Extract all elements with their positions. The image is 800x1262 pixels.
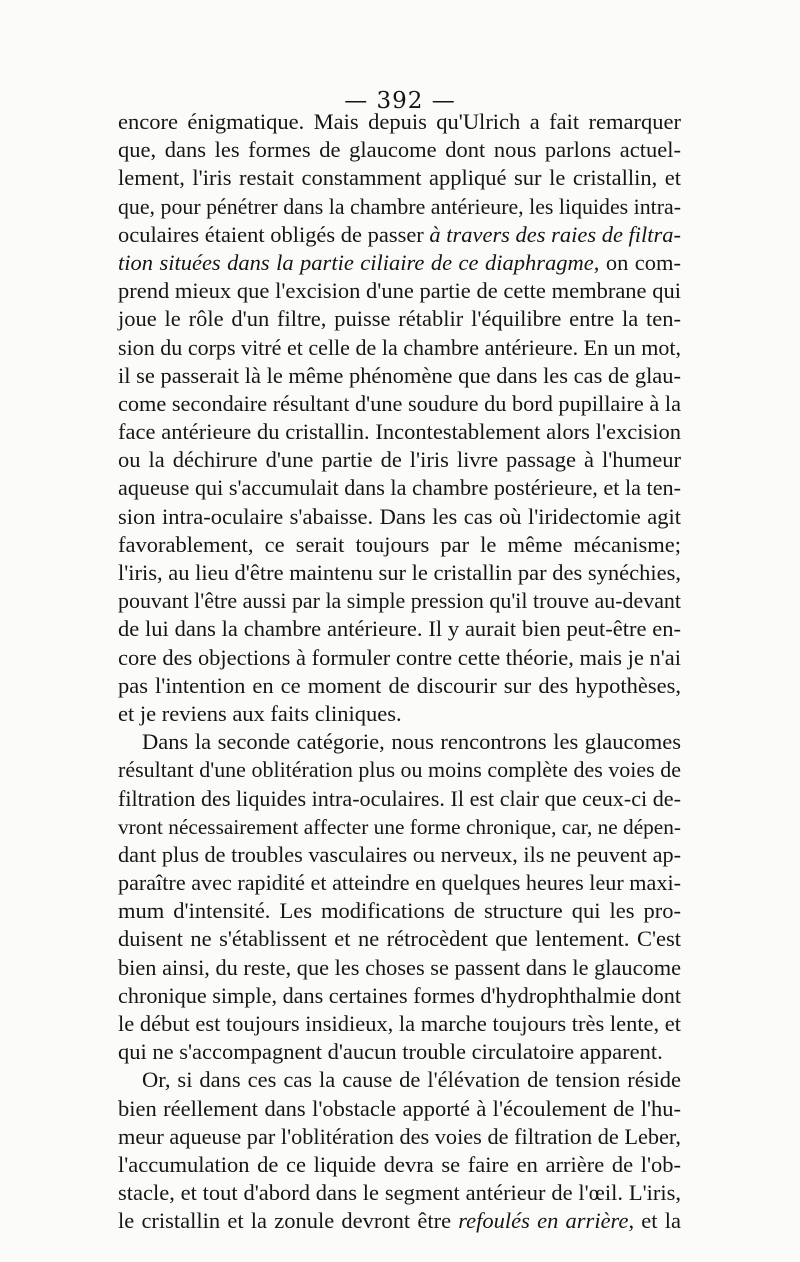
line-text: joue le rôle d'un filtre, puisse rétablir l'équilibre entre la ten- (118, 306, 681, 332)
line-text: sion intra-oculaire s'abaisse. Dans les cas où l'iridectomie agit (118, 503, 681, 529)
line-text: l'accumulation de ce liquide devra se faire en arrière de l'ob- (118, 1151, 681, 1177)
text-line (118, 1095, 681, 1123)
line-text: Or, si dans ces cas la cause de l'élévation de tension réside (142, 1067, 681, 1093)
text-line (118, 390, 681, 418)
text-line (118, 249, 681, 277)
line-text: oculaires étaient obligés de passer (118, 221, 430, 247)
text-line (118, 1179, 681, 1207)
line-text: il se passerait là le même phénomène que dans les cas de glau- (118, 362, 681, 388)
line-text: le cristallin et la zonule devront être (118, 1208, 459, 1234)
text-line (118, 221, 681, 249)
text-line (118, 277, 681, 305)
text-line (118, 164, 681, 192)
line-text: qui ne s'accompagnent d'aucun trouble circulatoire apparent. (118, 1039, 663, 1065)
line-text: duisent ne s'établissent et ne rétrocèdent que lentement. C'est (118, 926, 681, 952)
text-line (118, 925, 681, 953)
line-text: filtration des liquides intra-oculaires. Il est clair que ceux-ci de- (118, 785, 681, 811)
line-text: favorablement, ce serait toujours par le même mécanisme; (118, 531, 681, 557)
text-line (118, 531, 681, 559)
line-text: prend mieux que l'excision d'une partie de cette membrane qui (118, 278, 681, 304)
italic-text: tion situées dans la partie ciliaire de ce diaphragme (118, 249, 594, 275)
text-line (118, 700, 681, 728)
line-text: lement, l'iris restait constamment appliqué sur le cristallin, et (118, 165, 681, 191)
line-text: le début est toujours insidieux, la marche toujours très lente, et (118, 1011, 681, 1036)
line-text: , on com- (593, 249, 681, 275)
text-line (118, 982, 681, 1010)
text-line (118, 108, 681, 136)
line-text: et je reviens aux faits cliniques. (118, 700, 402, 726)
text-line (118, 474, 681, 502)
text-line (118, 587, 681, 615)
line-text: come secondaire résultant d'une soudure du bord pupillaire à la (118, 390, 681, 416)
text-line (118, 672, 681, 700)
line-text: meur aqueuse par l'oblitération des voies de filtration de Leber, (118, 1123, 681, 1149)
text-line (118, 813, 681, 841)
text-line (118, 362, 681, 390)
text-line (118, 418, 681, 446)
line-text: Dans la seconde catégorie, nous rencontrons les glaucomes (142, 729, 681, 755)
body-text (118, 108, 681, 1236)
line-text: mum d'intensité. Les modifications de structure qui les pro- (118, 898, 681, 924)
line-text: que, pour pénétrer dans la chambre antérieure, les liquides intra- (118, 194, 681, 219)
text-line (118, 503, 681, 531)
text-line (118, 1207, 681, 1235)
line-text: aqueuse qui s'accumulait dans la chambre postérieure, et la ten- (118, 475, 681, 501)
text-line (118, 559, 681, 587)
line-text: encore énigmatique. Mais depuis qu'Ulrich a fait remarquer (118, 109, 681, 134)
text-line (118, 136, 681, 164)
line-text: face antérieure du cristallin. Incontestablement alors l'excision (118, 419, 681, 445)
text-line (118, 615, 681, 643)
text-line (118, 897, 681, 925)
text-line (118, 644, 681, 672)
line-text: résultant d'une oblitération plus ou moins complète des voies de (118, 757, 681, 783)
line-text: bien ainsi, du reste, que les choses se passent dans le glaucome (118, 954, 681, 980)
text-line (118, 305, 681, 333)
italic-text: à travers des raies de filtra- (429, 221, 681, 247)
page-number: — 392 — (344, 88, 456, 114)
line-text: chronique simple, dans certaines formes d'hydrophthalmie dont (118, 982, 681, 1008)
text-line (118, 1010, 681, 1038)
text-line (118, 869, 681, 897)
line-text: stacle, et tout d'abord dans le segment antérieur de l'œil. L'iris, (118, 1180, 681, 1206)
text-line (118, 756, 681, 784)
text-line (118, 1151, 681, 1179)
text-line (118, 1066, 681, 1094)
line-text: de lui dans la chambre antérieure. Il y aurait bien peut-être en- (118, 616, 681, 642)
text-line (118, 193, 681, 221)
italic-text: refoulés en arrière (458, 1208, 629, 1234)
line-text: core des objections à formuler contre cette théorie, mais je n'ai (118, 644, 681, 670)
line-text: l'iris, au lieu d'être maintenu sur le cristallin par des synéchies, (118, 560, 681, 585)
line-text: paraître avec rapidité et atteindre en quelques heures leur maxi- (118, 870, 681, 896)
text-line (118, 728, 681, 756)
text-line (118, 1038, 681, 1066)
line-text: que, dans les formes de glaucome dont nous parlons actuel- (118, 137, 681, 163)
text-line (118, 785, 681, 813)
line-text: dant plus de troubles vasculaires ou nerveux, ils ne peuvent ap- (118, 841, 681, 867)
text-line (118, 954, 681, 982)
line-text: ou la déchirure d'une partie de l'iris livre passage à l'humeur (118, 447, 681, 473)
text-line (118, 1123, 681, 1151)
line-text: pas l'intention en ce moment de discourir sur des hypothèses, (118, 672, 681, 698)
line-text: vront nécessairement affecter une forme chronique, car, ne dépen- (118, 814, 681, 839)
text-line (118, 446, 681, 474)
text-line (118, 334, 681, 362)
text-line (118, 841, 681, 869)
line-text: , et la (628, 1208, 681, 1234)
line-text: pouvant l'être aussi par la simple pression qu'il trouve au-devant (118, 588, 681, 614)
line-text: bien réellement dans l'obstacle apporté à l'écoulement de l'hu- (118, 1095, 681, 1121)
line-text: sion du corps vitré et celle de la chambre antérieure. En un mot, (118, 334, 681, 360)
